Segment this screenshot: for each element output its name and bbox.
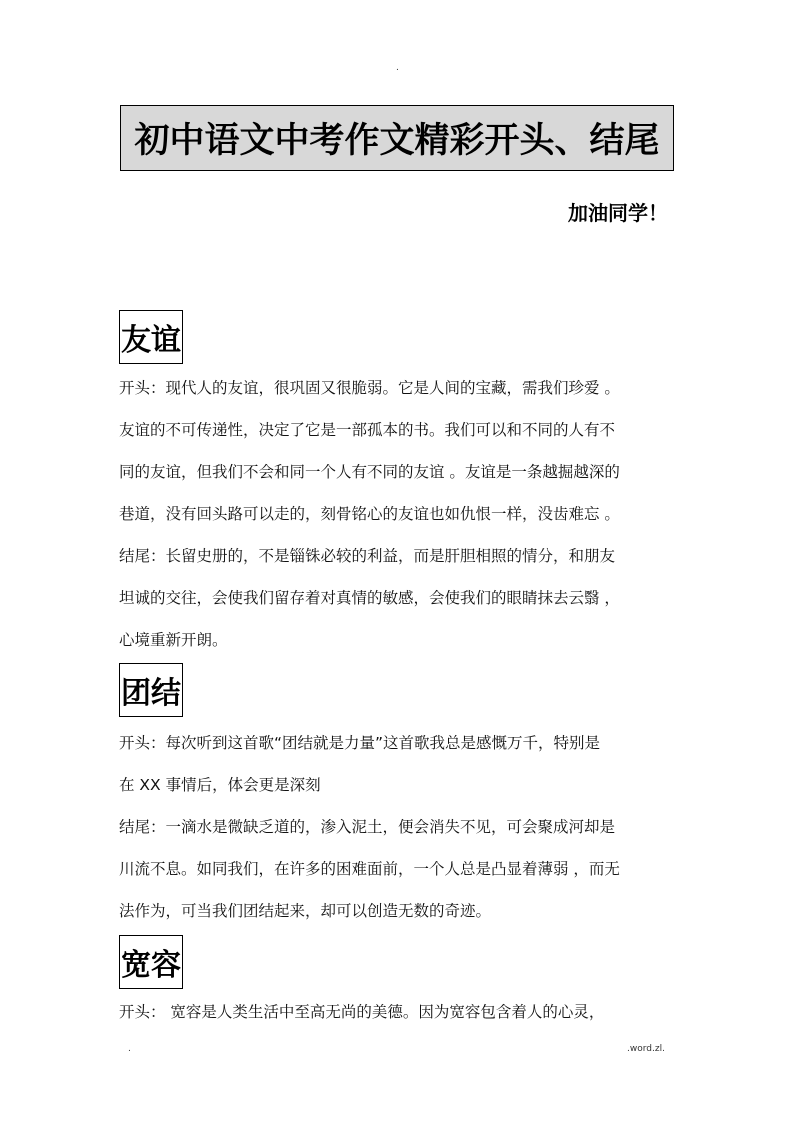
paragraph-line: 结尾：长留史册的，不是锱铢必较的利益，而是肝胆相照的情分，和朋友 bbox=[119, 547, 616, 565]
paragraph-line: 开头：现代人的友谊，很巩固又很脆弱。它是人间的宝藏，需我们珍爱 。 bbox=[119, 379, 620, 397]
section-heading-friendship: 友谊 bbox=[119, 310, 183, 364]
document-title: 初中语文中考作文精彩开头、结尾 bbox=[120, 105, 674, 171]
document-subtitle: 加油同学！ bbox=[568, 201, 668, 225]
paragraph-line: 开头： 宽容是人类生活中至高无尚的美德。因为宽容包含着人的心灵， bbox=[119, 1003, 605, 1021]
paragraph-line: 法作为，可当我们团结起来，却可以创造无数的奇迹。 bbox=[119, 902, 492, 920]
paragraph-line: 开头：每次听到这首歌“团结就是力量”这首歌我总是感慨万千，特别是 bbox=[119, 734, 601, 752]
paragraph-line: 坦诚的交往，会使我们留存着对真情的敏感，会使我们的眼睛抹去云翳 ， bbox=[119, 589, 620, 607]
paragraph-line: 结尾：一滴水是微缺乏道的，渗入泥土，便会消失不见，可会聚成河却是 bbox=[119, 818, 616, 836]
paragraph-line: 巷道，没有回头路可以走的，刻骨铭心的友谊也如仇恨一样，没齿难忘 。 bbox=[119, 505, 620, 523]
section-heading-tolerance: 宽容 bbox=[119, 935, 183, 989]
section-heading-unity: 团结 bbox=[119, 663, 183, 717]
paragraph-line: 同的友谊，但我们不会和同一个人有不同的友谊 。友谊是一条越掘越深的 bbox=[119, 463, 620, 481]
paragraph-line: 川流不息。如同我们，在许多的困难面前，一个人总是凸显着薄弱 ，而无 bbox=[119, 860, 620, 878]
footer-mark: . bbox=[128, 1044, 131, 1054]
header-mark: . bbox=[396, 63, 399, 73]
paragraph-line: 友谊的不可传递性，决定了它是一部孤本的书。我们可以和不同的人有不 bbox=[119, 421, 616, 439]
paragraph-line: 心境重新开朗。 bbox=[119, 631, 228, 649]
footer-watermark-text: .word.zl. bbox=[627, 1044, 665, 1054]
paragraph-line: 在 XX 事情后，体会更是深刻 bbox=[119, 776, 321, 794]
